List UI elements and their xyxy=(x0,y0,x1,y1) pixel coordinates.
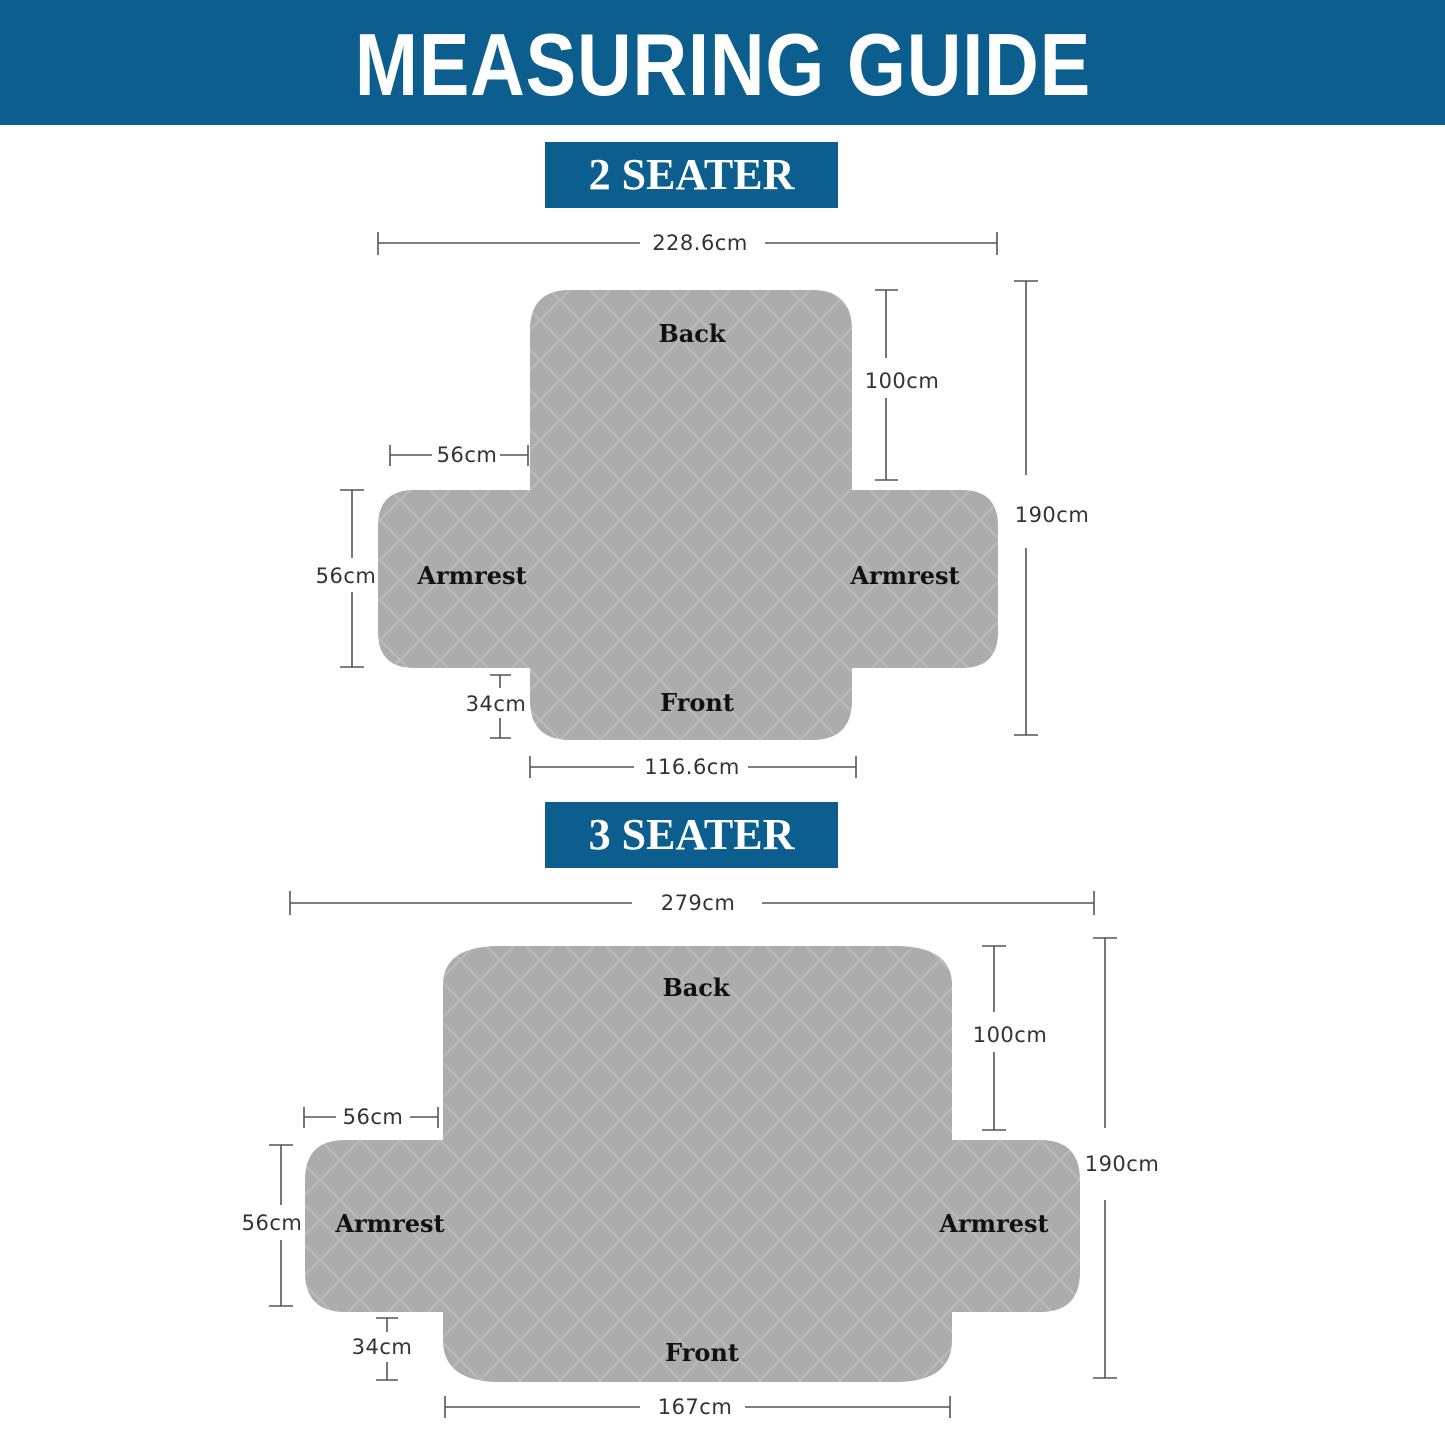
three-seater-seat-width: 167cm xyxy=(657,1395,733,1419)
three-seater-back-depth: 100cm xyxy=(972,1023,1048,1047)
three-seater-front-label: Front xyxy=(665,1338,739,1367)
two-seater-back-label: Back xyxy=(658,319,726,348)
section-3-seater-header xyxy=(545,802,838,868)
two-seater-armrest-left-label: Armrest xyxy=(417,561,527,590)
three-seater-total-length: 190cm xyxy=(1084,1152,1160,1176)
three-seater-arm-length: 56cm xyxy=(241,1211,303,1235)
three-seater-diagram xyxy=(0,860,1445,1445)
three-seater-armrest-right-label: Armrest xyxy=(939,1209,1049,1238)
two-seater-arm-length: 56cm xyxy=(315,564,377,588)
two-seater-total-width: 228.6cm xyxy=(652,231,748,255)
page-title: MEASURING GUIDE xyxy=(354,14,1091,114)
section-3-seater-label: 3 SEATER xyxy=(588,810,795,859)
three-seater-armrest-left-label: Armrest xyxy=(335,1209,445,1238)
section-2-seater-label: 2 SEATER xyxy=(588,150,795,199)
three-seater-arm-width: 56cm xyxy=(342,1105,404,1129)
three-seater-back-label: Back xyxy=(662,973,730,1002)
two-seater-front-label: Front xyxy=(660,688,734,717)
two-seater-back-depth: 100cm xyxy=(864,369,940,393)
two-seater-cover-shape xyxy=(378,290,998,740)
three-seater-front-gap: 34cm xyxy=(351,1335,413,1359)
two-seater-arm-width: 56cm xyxy=(436,443,498,467)
two-seater-front-gap: 34cm xyxy=(465,692,527,716)
two-seater-total-length: 190cm xyxy=(1014,503,1090,527)
two-seater-seat-width: 116.6cm xyxy=(644,755,740,779)
three-seater-total-width: 279cm xyxy=(660,891,736,915)
two-seater-armrest-right-label: Armrest xyxy=(850,561,960,590)
three-seater-cover-shape xyxy=(305,946,1080,1382)
